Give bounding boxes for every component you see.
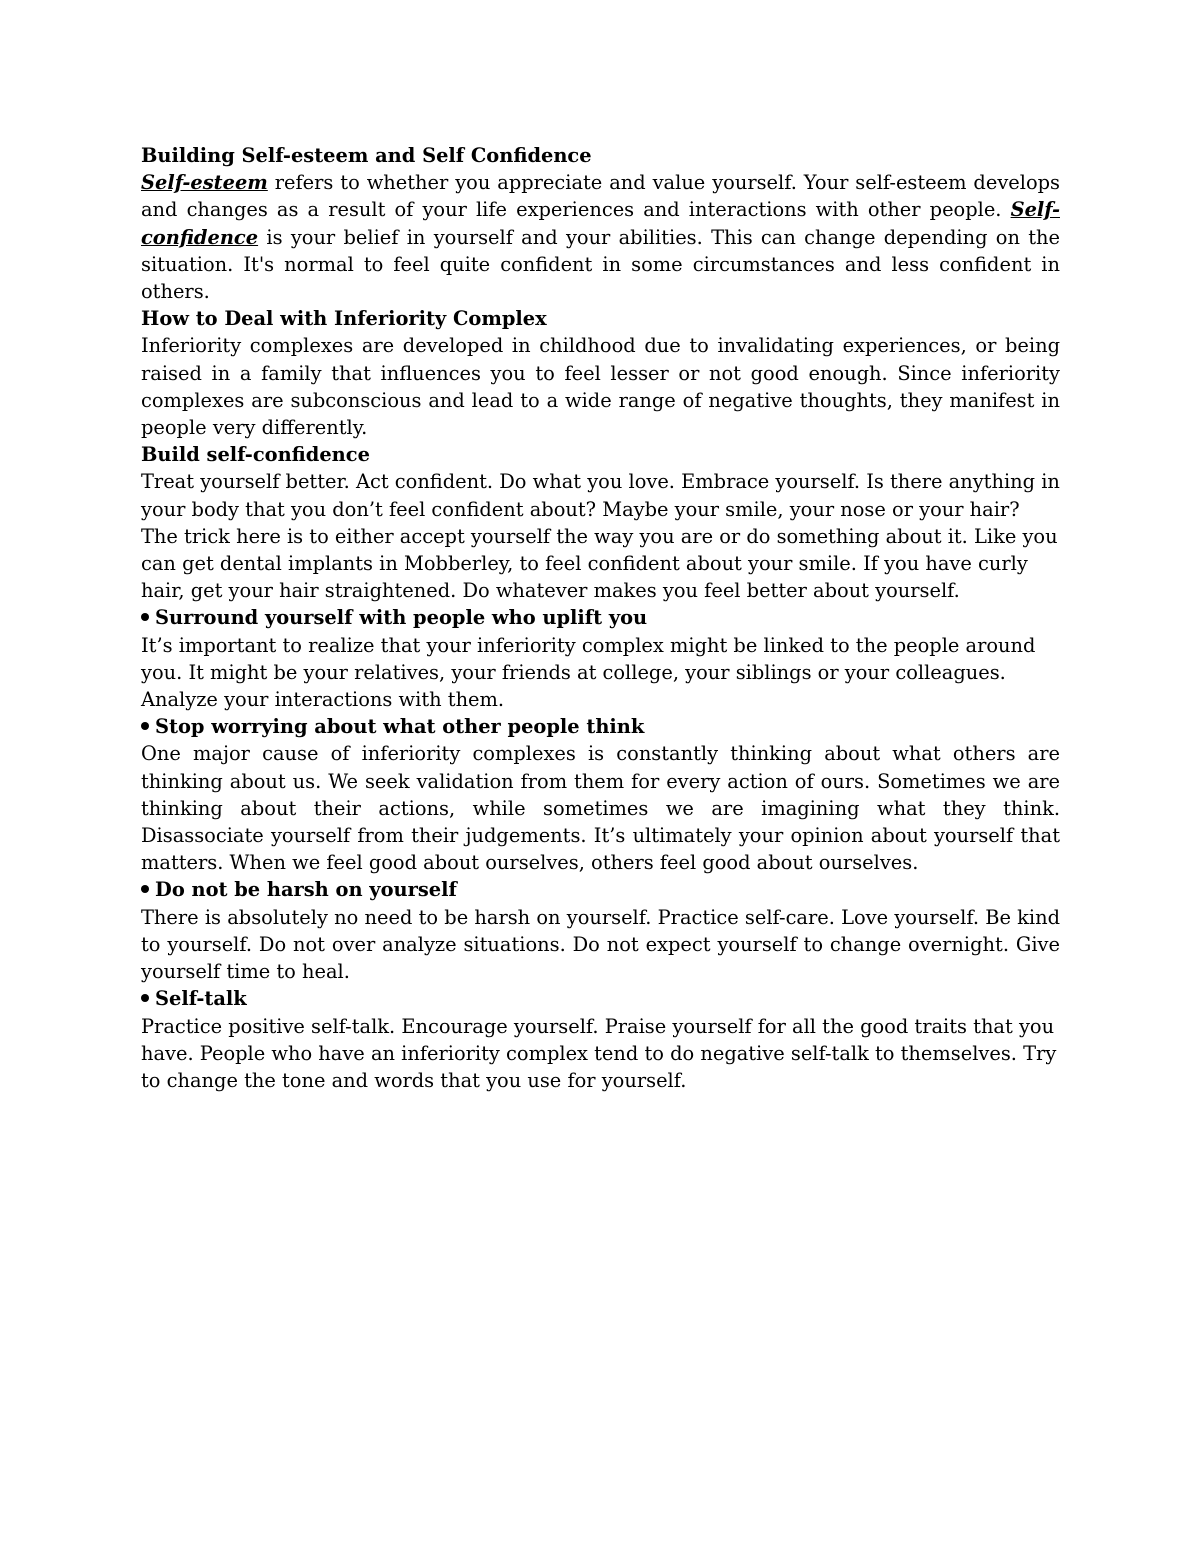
bullet-heading-text: Self-talk [155,987,247,1011]
bullet-heading-text: Stop worrying about what other people think [155,715,645,739]
term-self-esteem: Self-esteem [141,171,268,195]
bullet-icon [141,722,149,730]
bullet-heading [141,985,1060,1012]
section-body-inferiority: Inferiority complexes are developed in childhood due to invalidating experiences, or being raised in a family that influences you to feel lesser or not good enough. Since inferiority complexes are subconscious and lead to a wide range of negative thoughts, they manifest in people very differently. [141,334,1060,440]
bullet-body: It’s important to realize that your inferiority complex might be linked to the people around you. It might be your relatives, your friends at college, your siblings or your colleagues. Analyze your interactions with them. [141,633,1036,712]
bullet-heading-text: Do not be harsh on yourself [155,878,457,902]
term-self-confidence: Self-confidence [141,198,1060,249]
bullet-icon [141,885,149,893]
bullet-body: Practice positive self-talk. Encourage yourself. Praise yourself for all the good traits that you have. People who have an inferiority complex tend to do negative self-talk to themselves. Try to change the tone and words that you use for yourself. [141,1014,1057,1092]
bullet-icon [141,613,149,621]
bullet-heading [141,713,1060,740]
intro-text-1: refers to whether you appreciate and value yourself. Your self-esteem develops and changes as a result of your life experiences and interactions with other people. [141,171,1060,222]
section-body-build-confidence: Treat yourself better. Act confident. Do what you love. Embrace yourself. Is there anything in your body that you don’t feel confident about? Maybe your smile, your nose or your hair? The trick here is to either accept yourself the way you are or do something about it. Like you can get dental implants in Mobberley, to feel confident about your smile. If you have curly hair, get your hair straightened. Do whatever makes you feel better about yourself. [141,470,1060,603]
section-heading-build-confidence: Build self-confidence [141,443,370,467]
bullet-heading [141,876,1060,903]
section-heading-inferiority: How to Deal with Inferiority Complex [141,307,547,331]
bullet-body: One major cause of inferiority complexes is constantly thinking about what others are thinking about us. We seek validation from them for every action of ours. Sometimes we are thinking about their actions, while sometimes we are imagining what they think. Disassociate yourself from their judgements. It’s ultimately your opinion about yourself that matters. When we feel good about ourselves, others feel good about ourselves. [141,742,1060,875]
intro-paragraph [141,169,1060,305]
document-title: Building Self-esteem and Self Confidence [141,144,592,167]
bullet-body: There is absolutely no need to be harsh on yourself. Practice self-care. Love yourself. Be kind to yourself. Do not over analyze situations. Do not expect yourself to change overnight. Give yourself time to heal. [141,905,1060,984]
bullet-heading [141,604,1060,631]
intro-text-2: is your belief in yourself and your abilities. This can change depending on the situation. It's normal to feel quite confident in some circumstances and less confident in others. [141,225,1060,304]
bullet-icon [141,994,149,1002]
bullet-heading-text: Surround yourself with people who uplift you [155,606,648,630]
